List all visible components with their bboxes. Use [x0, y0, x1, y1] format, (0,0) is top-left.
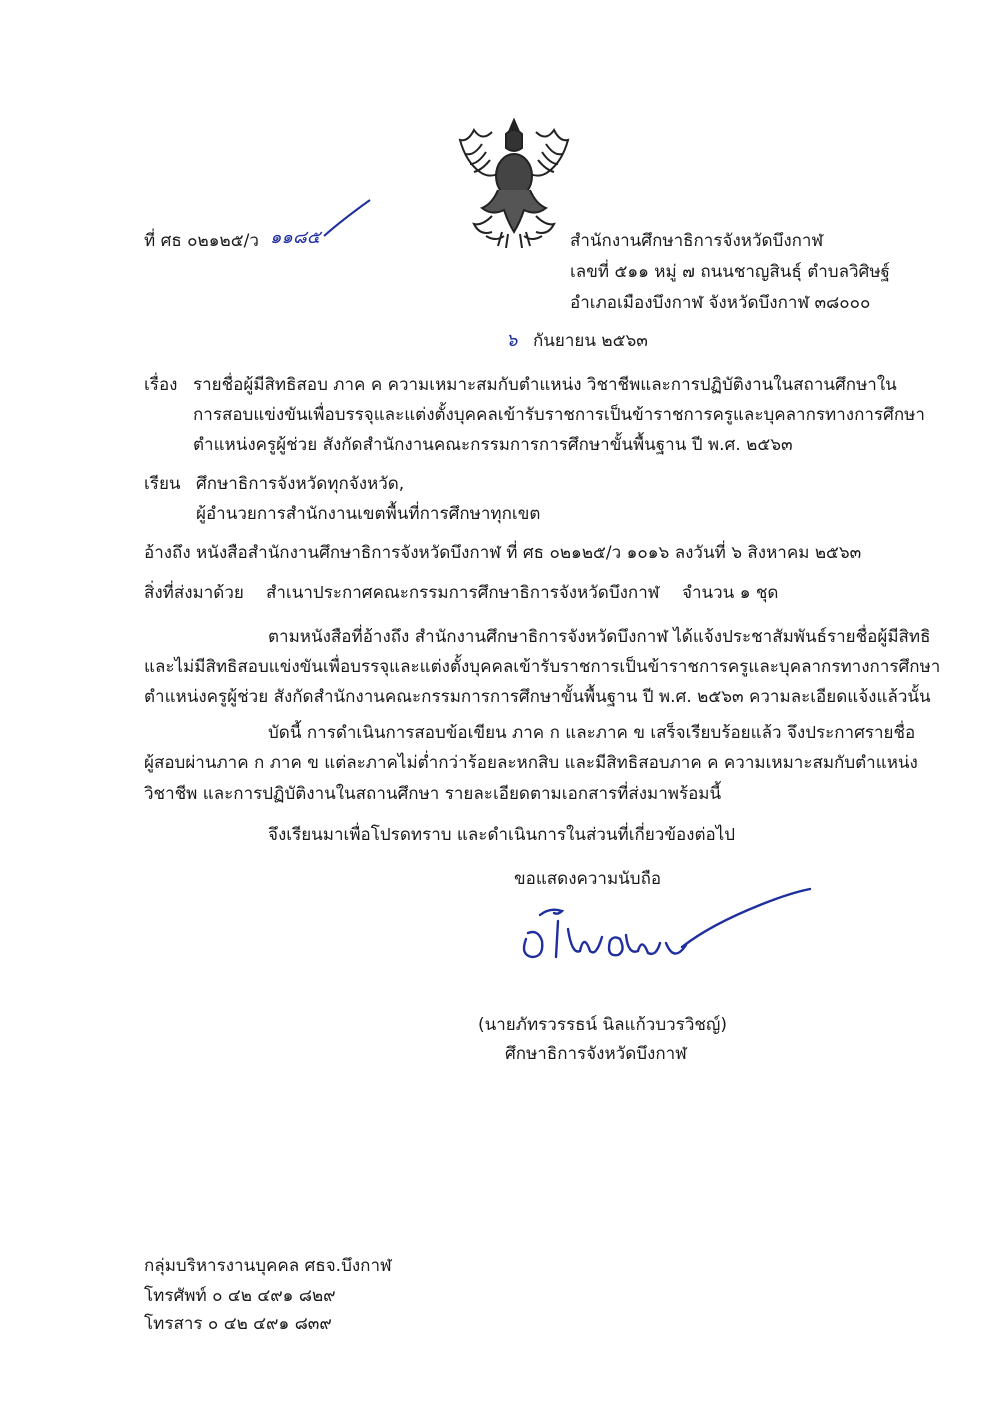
document-number: ที่ ศธ ๐๒๑๒๕/ว: [144, 231, 259, 251]
handwritten-signature: [510, 885, 820, 975]
footer-fax: โทรสาร ๐ ๔๒ ๔๙๑ ๘๓๙: [144, 1314, 332, 1334]
reference-line: อ้างถึง หนังสือสำนักงานศึกษาธิการจังหวัดบึงกาฬ ที่ ศธ ๐๒๑๒๕/ว ๑๐๑๖ ลงวันที่ ๖ สิงหาคม ๒๕๖๓: [144, 543, 862, 563]
body-paragraph-2-line-1: บัดนี้ การดำเนินการสอบข้อเขียน ภาค ก และภาค ข เสร็จเรียบร้อยแล้ว จึงประกาศรายชื่อ: [268, 723, 916, 743]
footer-department: กลุ่มบริหารงานบุคคล ศธจ.บึงกาฬ: [144, 1256, 392, 1276]
subject-line-3: ตำแหน่งครูผู้ช่วย สังกัดสำนักงานคณะกรรมการการศึกษาขั้นพื้นฐาน ปี พ.ศ. ๒๕๖๓: [193, 435, 793, 455]
body-paragraph-2-line-3: วิชาชีพ และการปฏิบัติงานในสถานศึกษา รายละเอียดตามเอกสารที่ส่งมาพร้อมนี้: [144, 784, 722, 804]
date-day-handwritten: ๖: [506, 330, 518, 351]
garuda-emblem-icon: [452, 112, 576, 254]
footer-phone: โทรศัพท์ ๐ ๔๒ ๔๙๑ ๘๒๙: [144, 1286, 336, 1306]
signer-name: (นายภัทรวรรธน์ นิลแก้วบวรวิชญ์): [478, 1015, 728, 1035]
closing-salutation: ขอแสดงความนับถือ: [514, 869, 662, 889]
body-paragraph-3: จึงเรียนมาเพื่อโปรดทราบ และดำเนินการในส่วนที่เกี่ยวข้องต่อไป: [268, 825, 736, 845]
office-name: สำนักงานศึกษาธิการจังหวัดบึงกาฬ: [570, 231, 824, 251]
signer-title: ศึกษาธิการจังหวัดบึงกาฬ: [505, 1044, 687, 1064]
recipient-label: เรียน: [144, 474, 181, 494]
date-month-year: กันยายน ๒๕๖๓: [533, 331, 648, 351]
body-paragraph-1-line-2: และไม่มีสิทธิสอบแข่งขันเพื่อบรรจุและแต่งตั้งบุคคลเข้ารับราชการเป็นข้าราชการครูและบุคลากรทางการศึกษา: [144, 657, 941, 677]
handwritten-number-stroke: [262, 190, 382, 250]
subject-line-2: การสอบแข่งขันเพื่อบรรจุและแต่งตั้งบุคคลเข้ารับราชการเป็นข้าราชการครูและบุคลากรทางการศึกษา: [193, 405, 925, 425]
address-line-1: เลขที่ ๕๑๑ หมู่ ๗ ถนนชาญสินธุ์ ตำบลวิศิษฐ์: [570, 262, 890, 282]
recipient-line-2: ผู้อำนวยการสำนักงานเขตพื้นที่การศึกษาทุกเขต: [196, 504, 541, 524]
recipient-line-1: ศึกษาธิการจังหวัดทุกจังหวัด,: [196, 474, 405, 494]
body-paragraph-2-line-2: ผู้สอบผ่านภาค ก ภาค ข แต่ละภาคไม่ต่ำกว่าร้อยละหกสิบ และมีสิทธิสอบภาค ค ความเหมาะสมกับตำแหน่ง: [144, 753, 918, 773]
document-number-handwritten: ๑๑๘๕: [270, 227, 321, 248]
enclosure-item: สำเนาประกาศคณะกรรมการศึกษาธิการจังหวัดบึงกาฬ: [266, 583, 660, 603]
enclosure-label: สิ่งที่ส่งมาด้วย: [144, 583, 244, 603]
body-paragraph-1-line-1: ตามหนังสือที่อ้างถึง สำนักงานศึกษาธิการจังหวัดบึงกาฬ ได้แจ้งประชาสัมพันธ์รายชื่อผู้มีสิทธิ: [268, 627, 931, 647]
enclosure-quantity: จำนวน ๑ ชุด: [682, 583, 779, 603]
body-paragraph-1-line-3: ตำแหน่งครูผู้ช่วย สังกัดสำนักงานคณะกรรมการการศึกษาขั้นพื้นฐาน ปี พ.ศ. ๒๕๖๓ ความละเอียดแจ้งแล้วนั้น: [144, 687, 931, 707]
subject-line-1: รายชื่อผู้มีสิทธิสอบ ภาค ค ความเหมาะสมกับตำแหน่ง วิชาชีพและการปฏิบัติงานในสถานศึกษาใน: [193, 375, 897, 395]
subject-label: เรื่อง: [144, 375, 178, 395]
address-line-2: อำเภอเมืองบึงกาฬ จังหวัดบึงกาฬ ๓๘๐๐๐: [570, 293, 871, 313]
